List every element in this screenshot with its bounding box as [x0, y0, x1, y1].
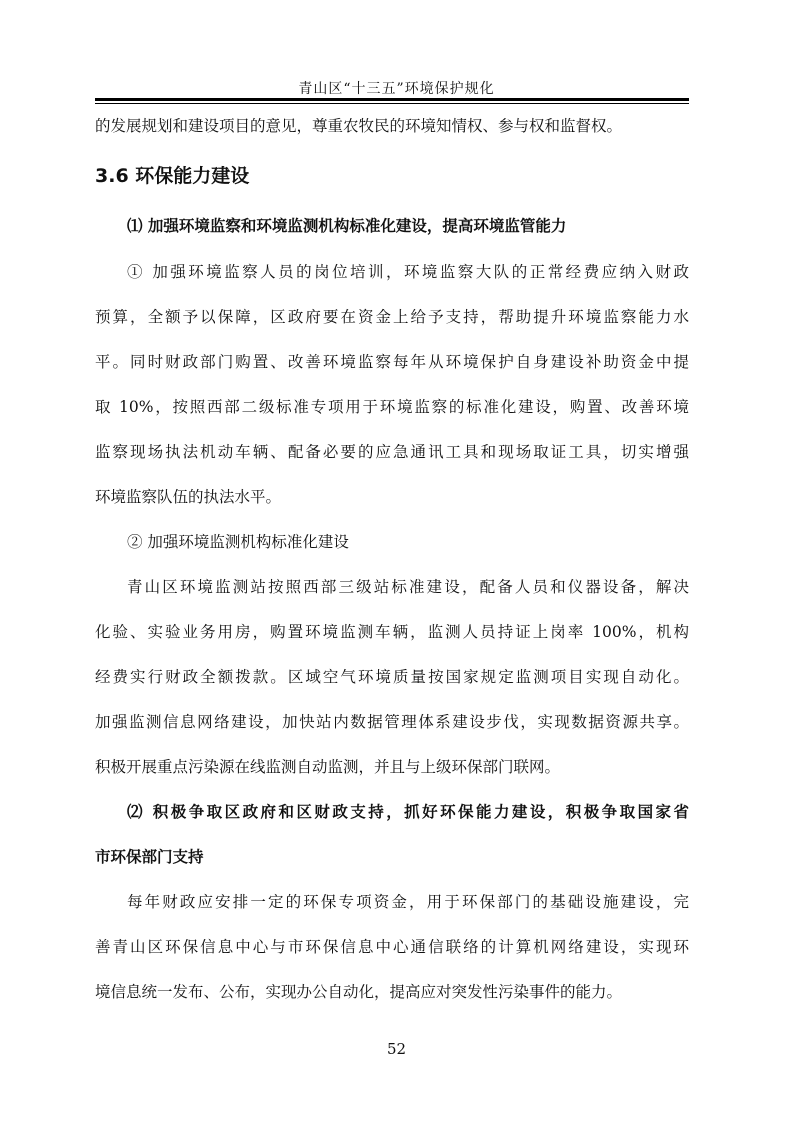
body-line: 加强监测信息网络建设，加快站内数据管理体系建设步伐，实现数据资源共享。	[95, 713, 689, 731]
body-line: 善青山区环保信息中心与市环保信息中心通信联络的计算机网络建设，实现环	[95, 938, 689, 956]
body-line: 每年财政应安排一定的环保专项资金，用于环保部门的基础设施建设，完	[127, 893, 689, 911]
body-line: 的发展规划和建设项目的意见，尊重农牧民的环境知情权、参与权和监督权。	[95, 117, 623, 135]
body-line: 取 10%，按照西部二级标准专项用于环境监察的标准化建设，购置、改善环境	[95, 398, 689, 416]
subheading-item-2: ② 加强环境监测机构标准化建设	[127, 533, 349, 551]
page-number: 52	[386, 1040, 407, 1058]
body-line: 经费实行财政全额拨款。区域空气环境质量按国家规定监测项目实现自动化。	[95, 668, 689, 686]
body-line: 积极开展重点污染源在线监测自动监测，并且与上级环保部门联网。	[95, 758, 561, 776]
header-rule-thick	[95, 98, 689, 101]
body-line: ① 加强环境监察人员的岗位培训，环境监察大队的正常经费应纳入财政	[127, 263, 689, 281]
subheading-1: ⑴ 加强环境监察和环境监测机构标准化建设，提高环境监管能力	[127, 217, 567, 235]
subheading-2-cont: 市环保部门支持	[95, 848, 204, 866]
body-line: 化验、实验业务用房，购置环境监测车辆，监测人员持证上岗率 100%，机构	[95, 623, 689, 641]
header-rule-thin	[95, 103, 689, 104]
body-line: 监察现场执法机动车辆、配备必要的应急通讯工具和现场取证工具，切实增强	[95, 443, 689, 461]
body-line: 青山区环境监测站按照西部三级站标准建设，配备人员和仪器设备，解决	[127, 578, 689, 596]
subheading-2: ⑵ 积极争取区政府和区财政支持，抓好环保能力建设，积极争取国家省	[127, 803, 689, 821]
section-heading: 3.6 环保能力建设	[95, 165, 250, 187]
page-header-title: 青山区“十三五”环境保护规化	[298, 81, 495, 97]
body-line: 预算，全额予以保障，区政府要在资金上给予支持，帮助提升环境监察能力水	[95, 308, 689, 326]
body-line: 环境监察队伍的执法水平。	[95, 488, 282, 506]
body-line: 平。同时财政部门购置、改善环境监察每年从环境保护自身建设补助资金中提	[95, 353, 689, 371]
body-line: 境信息统一发布、公布，实现办公自动化，提高应对突发性污染事件的能力。	[95, 983, 623, 1001]
